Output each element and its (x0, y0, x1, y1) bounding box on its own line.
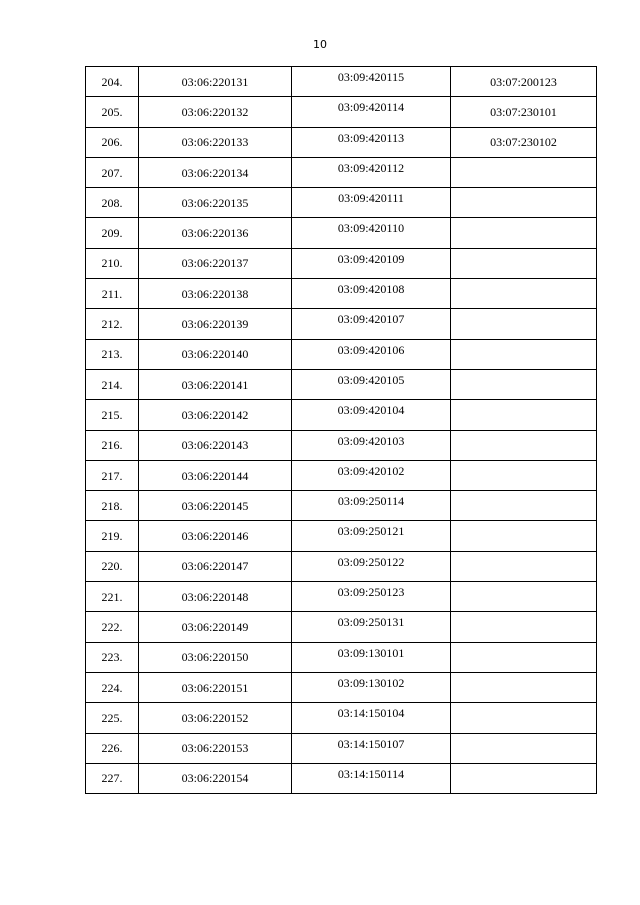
code-cell-secondary (292, 460, 451, 490)
code-cell-tertiary (451, 218, 597, 248)
row-number-cell: 214. (86, 369, 139, 399)
code-cell-secondary (292, 218, 451, 248)
code-cell-tertiary (451, 612, 597, 642)
code-cell-secondary (292, 339, 451, 369)
code-cell-primary: 03:06:220139 (139, 309, 292, 339)
code-cell-tertiary (451, 400, 597, 430)
code-cell-secondary (292, 248, 451, 278)
code-cell-secondary (292, 491, 451, 521)
table-row (86, 369, 597, 399)
code-cell-primary: 03:06:220137 (139, 248, 292, 278)
table-row (86, 188, 597, 218)
row-number-cell: 209. (86, 218, 139, 248)
table-row (86, 430, 597, 460)
code-cell-secondary (292, 582, 451, 612)
row-number-cell: 217. (86, 460, 139, 490)
code-cell-secondary (292, 551, 451, 581)
code-cell-secondary (292, 733, 451, 763)
code-cell-tertiary: 03:07:230102 (451, 127, 597, 157)
row-number-cell: 215. (86, 400, 139, 430)
code-cell-secondary (292, 127, 451, 157)
code-cell-primary: 03:06:220152 (139, 703, 292, 733)
code-cell-primary: 03:06:220146 (139, 521, 292, 551)
code-cell-primary: 03:06:220141 (139, 369, 292, 399)
code-cell-secondary (292, 703, 451, 733)
code-cell-secondary-text: 03:09:420115 (337, 70, 405, 84)
code-cell-secondary (292, 279, 451, 309)
table-row (86, 248, 597, 278)
code-cell-secondary-text: 03:09:130102 (337, 675, 405, 690)
code-cell-primary: 03:06:220147 (139, 551, 292, 581)
row-number-cell: 206. (86, 127, 139, 157)
code-cell-primary: 03:06:220135 (139, 188, 292, 218)
code-cell-primary: 03:06:220150 (139, 642, 292, 672)
code-cell-primary: 03:06:220142 (139, 400, 292, 430)
code-cell-secondary-text: 03:09:130101 (337, 645, 405, 660)
row-number-cell: 220. (86, 551, 139, 581)
code-cell-tertiary: 03:07:200123 (451, 67, 597, 97)
code-cell-primary: 03:06:220145 (139, 491, 292, 521)
table-row (86, 582, 597, 612)
code-cell-tertiary (451, 248, 597, 278)
code-cell-tertiary (451, 369, 597, 399)
row-number-cell: 223. (86, 642, 139, 672)
code-cell-primary: 03:06:220131 (139, 67, 292, 97)
code-cell-secondary-text: 03:09:420107 (337, 312, 405, 327)
code-cell-tertiary (451, 339, 597, 369)
code-cell-tertiary (451, 157, 597, 187)
row-number-cell: 226. (86, 733, 139, 763)
row-number-cell: 204. (86, 67, 139, 97)
row-number-cell: 208. (86, 188, 139, 218)
table-row (86, 703, 597, 733)
code-cell-tertiary (451, 763, 597, 793)
code-cell-tertiary (451, 582, 597, 612)
code-cell-tertiary (451, 491, 597, 521)
code-cell-secondary-text: 03:09:420111 (338, 191, 404, 206)
code-cell-primary: 03:06:220149 (139, 612, 292, 642)
code-cell-tertiary (451, 521, 597, 551)
table-row (86, 642, 597, 672)
code-cell-primary: 03:06:220138 (139, 279, 292, 309)
code-cell-tertiary: 03:07:230101 (451, 97, 597, 127)
code-cell-tertiary (451, 460, 597, 490)
code-cell-tertiary (451, 551, 597, 581)
code-cell-secondary-text: 03:09:420102 (337, 463, 405, 478)
code-cell-secondary (292, 67, 451, 97)
row-number-cell: 225. (86, 703, 139, 733)
code-cell-secondary (292, 157, 451, 187)
table-row (86, 157, 597, 187)
table-row (86, 218, 597, 248)
table-row (86, 460, 597, 490)
table-row (86, 339, 597, 369)
code-cell-primary: 03:06:220136 (139, 218, 292, 248)
code-cell-tertiary (451, 733, 597, 763)
table-row (86, 67, 597, 97)
row-number-cell: 205. (86, 97, 139, 127)
code-cell-secondary-text: 03:09:250121 (337, 524, 405, 539)
row-number-cell: 216. (86, 430, 139, 460)
row-number-cell: 224. (86, 672, 139, 702)
code-cell-secondary (292, 97, 451, 127)
code-cell-secondary (292, 430, 451, 460)
row-number-cell: 207. (86, 157, 139, 187)
table-row (86, 763, 597, 793)
code-cell-primary: 03:06:220153 (139, 733, 292, 763)
row-number-cell: 222. (86, 612, 139, 642)
code-cell-secondary-text: 03:09:420106 (337, 342, 405, 357)
code-cell-tertiary (451, 188, 597, 218)
code-cell-secondary (292, 369, 451, 399)
code-cell-secondary (292, 612, 451, 642)
code-cell-secondary-text: 03:09:420108 (337, 282, 405, 297)
code-cell-secondary-text: 03:09:250131 (337, 615, 405, 630)
code-cell-primary: 03:06:220134 (139, 157, 292, 187)
code-cell-primary: 03:06:220143 (139, 430, 292, 460)
table-row (86, 309, 597, 339)
code-cell-primary: 03:06:220132 (139, 97, 292, 127)
code-cell-primary: 03:06:220148 (139, 582, 292, 612)
code-cell-primary: 03:06:220140 (139, 339, 292, 369)
code-cell-secondary-text: 03:14:150107 (337, 736, 405, 751)
table-row (86, 612, 597, 642)
code-cell-tertiary (451, 703, 597, 733)
page-number: 10 (313, 38, 327, 51)
code-cell-secondary (292, 309, 451, 339)
code-cell-secondary-text: 03:09:420103 (337, 433, 405, 448)
code-cell-secondary-text: 03:09:250114 (337, 494, 405, 509)
code-cell-secondary-text: 03:14:150104 (337, 706, 405, 721)
table-row (86, 279, 597, 309)
code-cell-secondary-text: 03:09:420110 (337, 221, 405, 236)
table-row (86, 491, 597, 521)
table-row (86, 400, 597, 430)
data-table (85, 66, 597, 794)
code-cell-secondary-text: 03:09:250123 (337, 585, 405, 600)
table-row (86, 127, 597, 157)
code-cell-tertiary (451, 309, 597, 339)
row-number-cell: 227. (86, 763, 139, 793)
code-cell-secondary-text: 03:09:420109 (337, 251, 405, 266)
code-cell-secondary-text: 03:09:420113 (337, 130, 405, 145)
code-cell-primary: 03:06:220151 (139, 672, 292, 702)
row-number-cell: 219. (86, 521, 139, 551)
table-row (86, 521, 597, 551)
row-number-cell: 211. (86, 279, 139, 309)
code-cell-primary: 03:06:220154 (139, 763, 292, 793)
code-cell-secondary (292, 672, 451, 702)
code-cell-secondary-text: 03:14:150114 (337, 766, 405, 781)
code-cell-secondary (292, 521, 451, 551)
code-cell-secondary-text: 03:09:420105 (337, 372, 405, 387)
table-row (86, 672, 597, 702)
code-cell-secondary (292, 763, 451, 793)
code-cell-secondary-text: 03:09:250122 (337, 554, 405, 569)
code-cell-secondary-text: 03:09:420114 (337, 100, 405, 115)
code-cell-secondary-text: 03:09:420104 (337, 403, 405, 418)
code-cell-tertiary (451, 672, 597, 702)
row-number-cell: 218. (86, 491, 139, 521)
row-number-cell: 213. (86, 339, 139, 369)
table-row (86, 551, 597, 581)
code-cell-tertiary (451, 279, 597, 309)
row-number-cell: 210. (86, 248, 139, 278)
table-row (86, 97, 597, 127)
code-cell-secondary (292, 642, 451, 672)
code-cell-tertiary (451, 430, 597, 460)
code-cell-primary: 03:06:220133 (139, 127, 292, 157)
table-row (86, 733, 597, 763)
row-number-cell: 212. (86, 309, 139, 339)
code-cell-tertiary (451, 642, 597, 672)
code-cell-secondary-text: 03:09:420112 (337, 160, 405, 175)
code-cell-secondary (292, 188, 451, 218)
table-body (86, 67, 597, 794)
code-cell-secondary (292, 400, 451, 430)
code-cell-primary: 03:06:220144 (139, 460, 292, 490)
row-number-cell: 221. (86, 582, 139, 612)
